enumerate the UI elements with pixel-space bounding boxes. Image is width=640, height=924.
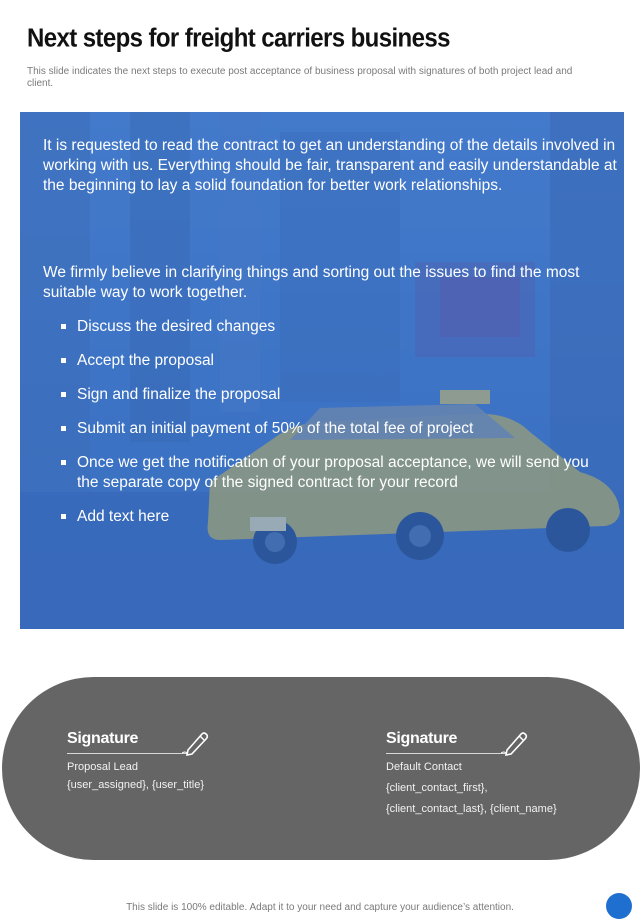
signature-heading: Signature	[386, 730, 458, 747]
signature-line	[67, 753, 187, 754]
list-item-text: Submit an initial payment of 50% of the total fee of project	[77, 420, 474, 437]
page-title: Next steps for freight carriers business	[27, 24, 450, 54]
signature-line	[386, 753, 506, 754]
bullet-icon	[61, 392, 66, 397]
signature-field: {client_contact_last}, {client_name}	[386, 803, 557, 815]
pen-icon	[501, 730, 529, 756]
list-item	[60, 453, 605, 493]
intro-paragraph: It is requested to read the contract to get an understanding of the details involved in working with us. Everything should be fair, transparent and easily understandable at the beginning to lay a solid foundation for better work relationships.	[43, 137, 617, 194]
bullet-icon	[61, 460, 66, 465]
belief-paragraph: We firmly believe in clarifying things and sorting out the issues to find the most suitable way to work together.	[43, 264, 580, 301]
list-item-text: Accept the proposal	[77, 352, 215, 369]
list-item	[60, 507, 605, 527]
signature-block-client	[386, 730, 557, 820]
list-item-text: Discuss the desired changes	[77, 318, 276, 335]
list-item	[60, 351, 605, 371]
signature-field: {client_contact_first},	[386, 782, 488, 794]
list-item	[60, 385, 605, 405]
pen-icon	[182, 730, 210, 756]
signature-role: Proposal Lead	[67, 761, 138, 773]
signature-role: Default Contact	[386, 761, 462, 773]
hero-panel	[20, 112, 624, 629]
list-item	[60, 419, 605, 439]
bullet-icon	[61, 426, 66, 431]
bullet-icon	[61, 358, 66, 363]
bullet-icon	[61, 514, 66, 519]
list-item	[60, 317, 605, 337]
list-item-text: Once we get the notification of your proposal acceptance, we will send you the separate copy of the signed contract for your record	[77, 454, 589, 491]
signature-heading: Signature	[67, 730, 139, 747]
list-item-text: Sign and finalize the proposal	[77, 386, 281, 403]
bullet-icon	[61, 324, 66, 329]
footer-note: This slide is 100% editable. Adapt it to your need and capture your audience’s attention.	[126, 902, 514, 913]
next-steps-list	[60, 317, 605, 541]
signature-field: {user_assigned}, {user_title}	[67, 779, 204, 791]
signature-block-project-lead	[67, 730, 204, 792]
page-subtitle: This slide indicates the next steps to execute post acceptance of business proposal with signatures of both project lead and client.	[27, 66, 573, 89]
list-item-text: Add text here	[77, 508, 170, 525]
corner-circle-decoration	[606, 893, 632, 919]
